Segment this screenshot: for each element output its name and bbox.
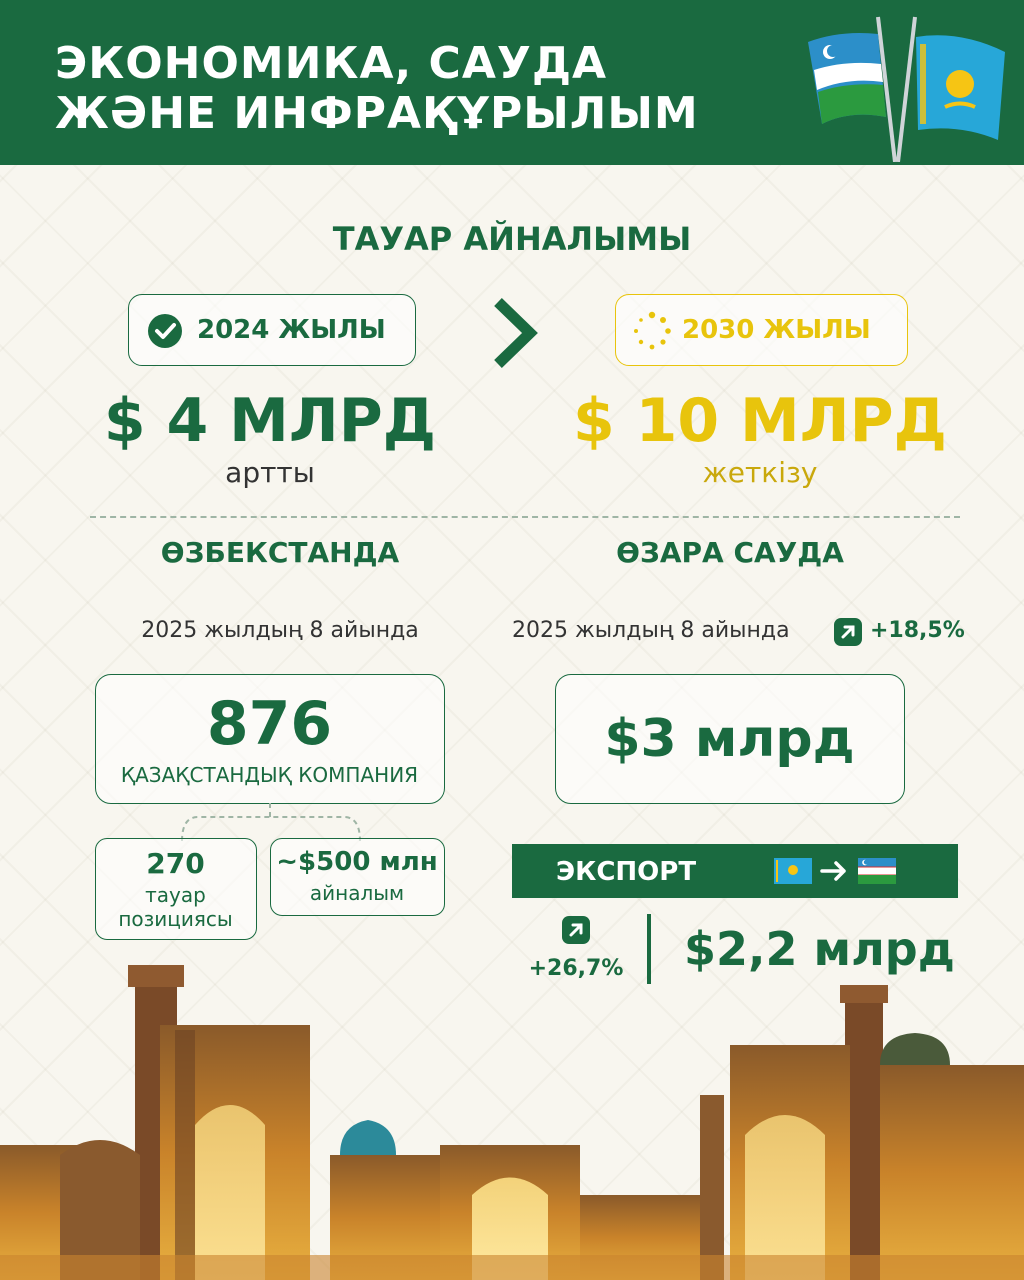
turnover-label: айналым bbox=[309, 881, 405, 905]
connector-lines bbox=[178, 803, 364, 841]
companies-value: 876 bbox=[206, 689, 333, 759]
export-value: $2,2 млрд bbox=[684, 922, 955, 976]
chevron-right-icon bbox=[492, 298, 538, 368]
year-2030-pill bbox=[615, 294, 908, 366]
section-divider bbox=[90, 516, 960, 518]
page-title-line-2: ЖӘНЕ ИНФРАҚҰРЫЛЫМ bbox=[55, 88, 699, 139]
positions-value: 270 bbox=[146, 847, 205, 880]
companies-box bbox=[95, 674, 445, 804]
mutual-trade-heading: ӨЗАРА САУДА bbox=[616, 536, 844, 569]
uzbekistan-flag-icon bbox=[858, 858, 896, 884]
trend-up-icon bbox=[562, 916, 590, 944]
registan-illustration bbox=[0, 955, 1024, 1280]
companies-label: ҚАЗАҚСТАНДЫҚ КОМПАНИЯ bbox=[120, 763, 419, 787]
value-2030: $ 10 МЛРД bbox=[573, 386, 947, 456]
page-title-line-1: ЭКОНОМИКА, САУДА bbox=[55, 38, 608, 89]
export-growth: +26,7% bbox=[528, 956, 624, 981]
trend-up-icon bbox=[834, 618, 862, 646]
export-label: ЭКСПОРТ bbox=[556, 857, 697, 887]
kazakhstan-flag-icon bbox=[916, 35, 1005, 140]
value-2024: $ 4 МЛРД bbox=[103, 386, 437, 456]
loading-dots-icon bbox=[632, 311, 672, 351]
mutual-trade-value: $3 млрд bbox=[604, 709, 855, 769]
left-period: 2025 жылдың 8 айында bbox=[141, 618, 419, 643]
export-bar bbox=[512, 844, 958, 898]
label-2030: жеткізу bbox=[702, 456, 818, 489]
kazakhstan-flag-icon bbox=[774, 858, 812, 884]
check-circle-icon bbox=[147, 313, 183, 349]
flags-illustration bbox=[800, 12, 1020, 162]
trade-turnover-heading: ТАУАР АЙНАЛЫМЫ bbox=[332, 220, 692, 258]
label-2024: артты bbox=[225, 456, 315, 489]
uzbekistan-flag-icon bbox=[808, 33, 886, 124]
uzbekistan-heading: ӨЗБЕКСТАНДА bbox=[160, 536, 400, 569]
header-banner bbox=[0, 0, 1024, 165]
positions-label-line1: тауар bbox=[145, 883, 206, 907]
mutual-growth: +18,5% bbox=[870, 618, 965, 643]
year-2030-label: 2030 ЖЫЛЫ bbox=[682, 315, 871, 345]
turnover-value: ~$500 млн bbox=[276, 847, 438, 877]
mutual-trade-box bbox=[555, 674, 905, 804]
turnover-box bbox=[270, 838, 445, 916]
year-2024-label: 2024 ЖЫЛЫ bbox=[197, 315, 386, 345]
right-period: 2025 жылдың 8 айында bbox=[512, 618, 790, 643]
positions-box bbox=[95, 838, 257, 940]
arrow-right-icon bbox=[820, 860, 848, 882]
positions-label-line2: позициясы bbox=[118, 907, 233, 931]
year-2024-pill bbox=[128, 294, 416, 366]
